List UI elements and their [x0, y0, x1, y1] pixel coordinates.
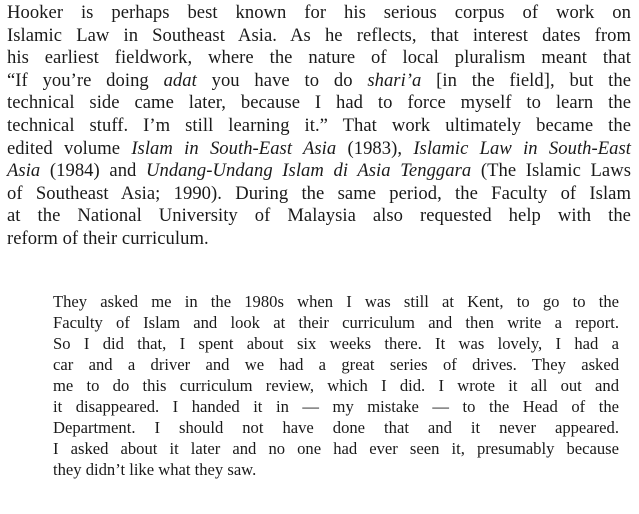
book-title: Islamic Law in South-East — [413, 137, 632, 159]
paragraph-line: technical stuff. I’m still learning it.” That work ultimately became the — [7, 114, 631, 136]
book-title: Asia — [7, 160, 41, 182]
quote-line: Faculty of Islam and look at their curriculum and then write a report. — [53, 313, 619, 332]
book-title: Islam in South-East Asia — [131, 137, 337, 159]
block-quote — [53, 291, 619, 480]
quote-line: Department. I should not have done that and it never appeared. — [53, 418, 619, 437]
quote-line: it disappeared. I handed it in — my mistake — to the Head of the — [53, 397, 619, 416]
quote-line: They asked me in the 1980s when I was still at Kent, to go to the — [53, 292, 619, 311]
paragraph-line: technical side came later, because I had to force myself to learn the — [7, 92, 631, 114]
paragraph-line: his earliest fieldwork, where the nature of local pluralism meant that — [7, 47, 631, 69]
quote-line: they didn’t like what they saw. — [53, 460, 257, 479]
paragraph-line: of Southeast Asia; 1990). During the same period, the Faculty of Islam — [7, 182, 631, 204]
term-adat: adat — [163, 69, 197, 91]
body-paragraph — [7, 2, 631, 251]
quote-line: car and a driver and we had a great series of drives. They asked — [53, 355, 619, 374]
quote-line: So I did that, I spent about six weeks there. It was lovely, I had a — [53, 334, 619, 353]
paragraph-line: edited volume Islam in South-East Asia (1983), Islamic Law in South-East — [7, 137, 632, 159]
paragraph-line: “If you’re doing adat you have to do shari’a [in the field], but the — [7, 69, 632, 91]
paragraph-line: Hooker is perhaps best known for his serious corpus of work on — [7, 2, 631, 23]
quote-line: I asked about it later and no one had ever seen it, presumably because — [53, 439, 619, 458]
book-title: Undang-Undang Islam di Asia Tenggara — [146, 160, 472, 182]
term-sharia: shari’a — [367, 69, 422, 91]
quote-line: me to do this curriculum review, which I did. I wrote it all out and — [53, 376, 619, 395]
paragraph-line: Asia (1984) and Undang-Undang Islam di Asia Tenggara (The Islamic Laws — [7, 160, 631, 182]
paragraph-line: Islamic Law in Southeast Asia. As he reflects, that interest dates from — [7, 24, 631, 46]
paragraph-line: at the National University of Malaysia also requested help with the — [7, 205, 631, 227]
paragraph-line: reform of their curriculum. — [7, 227, 209, 249]
